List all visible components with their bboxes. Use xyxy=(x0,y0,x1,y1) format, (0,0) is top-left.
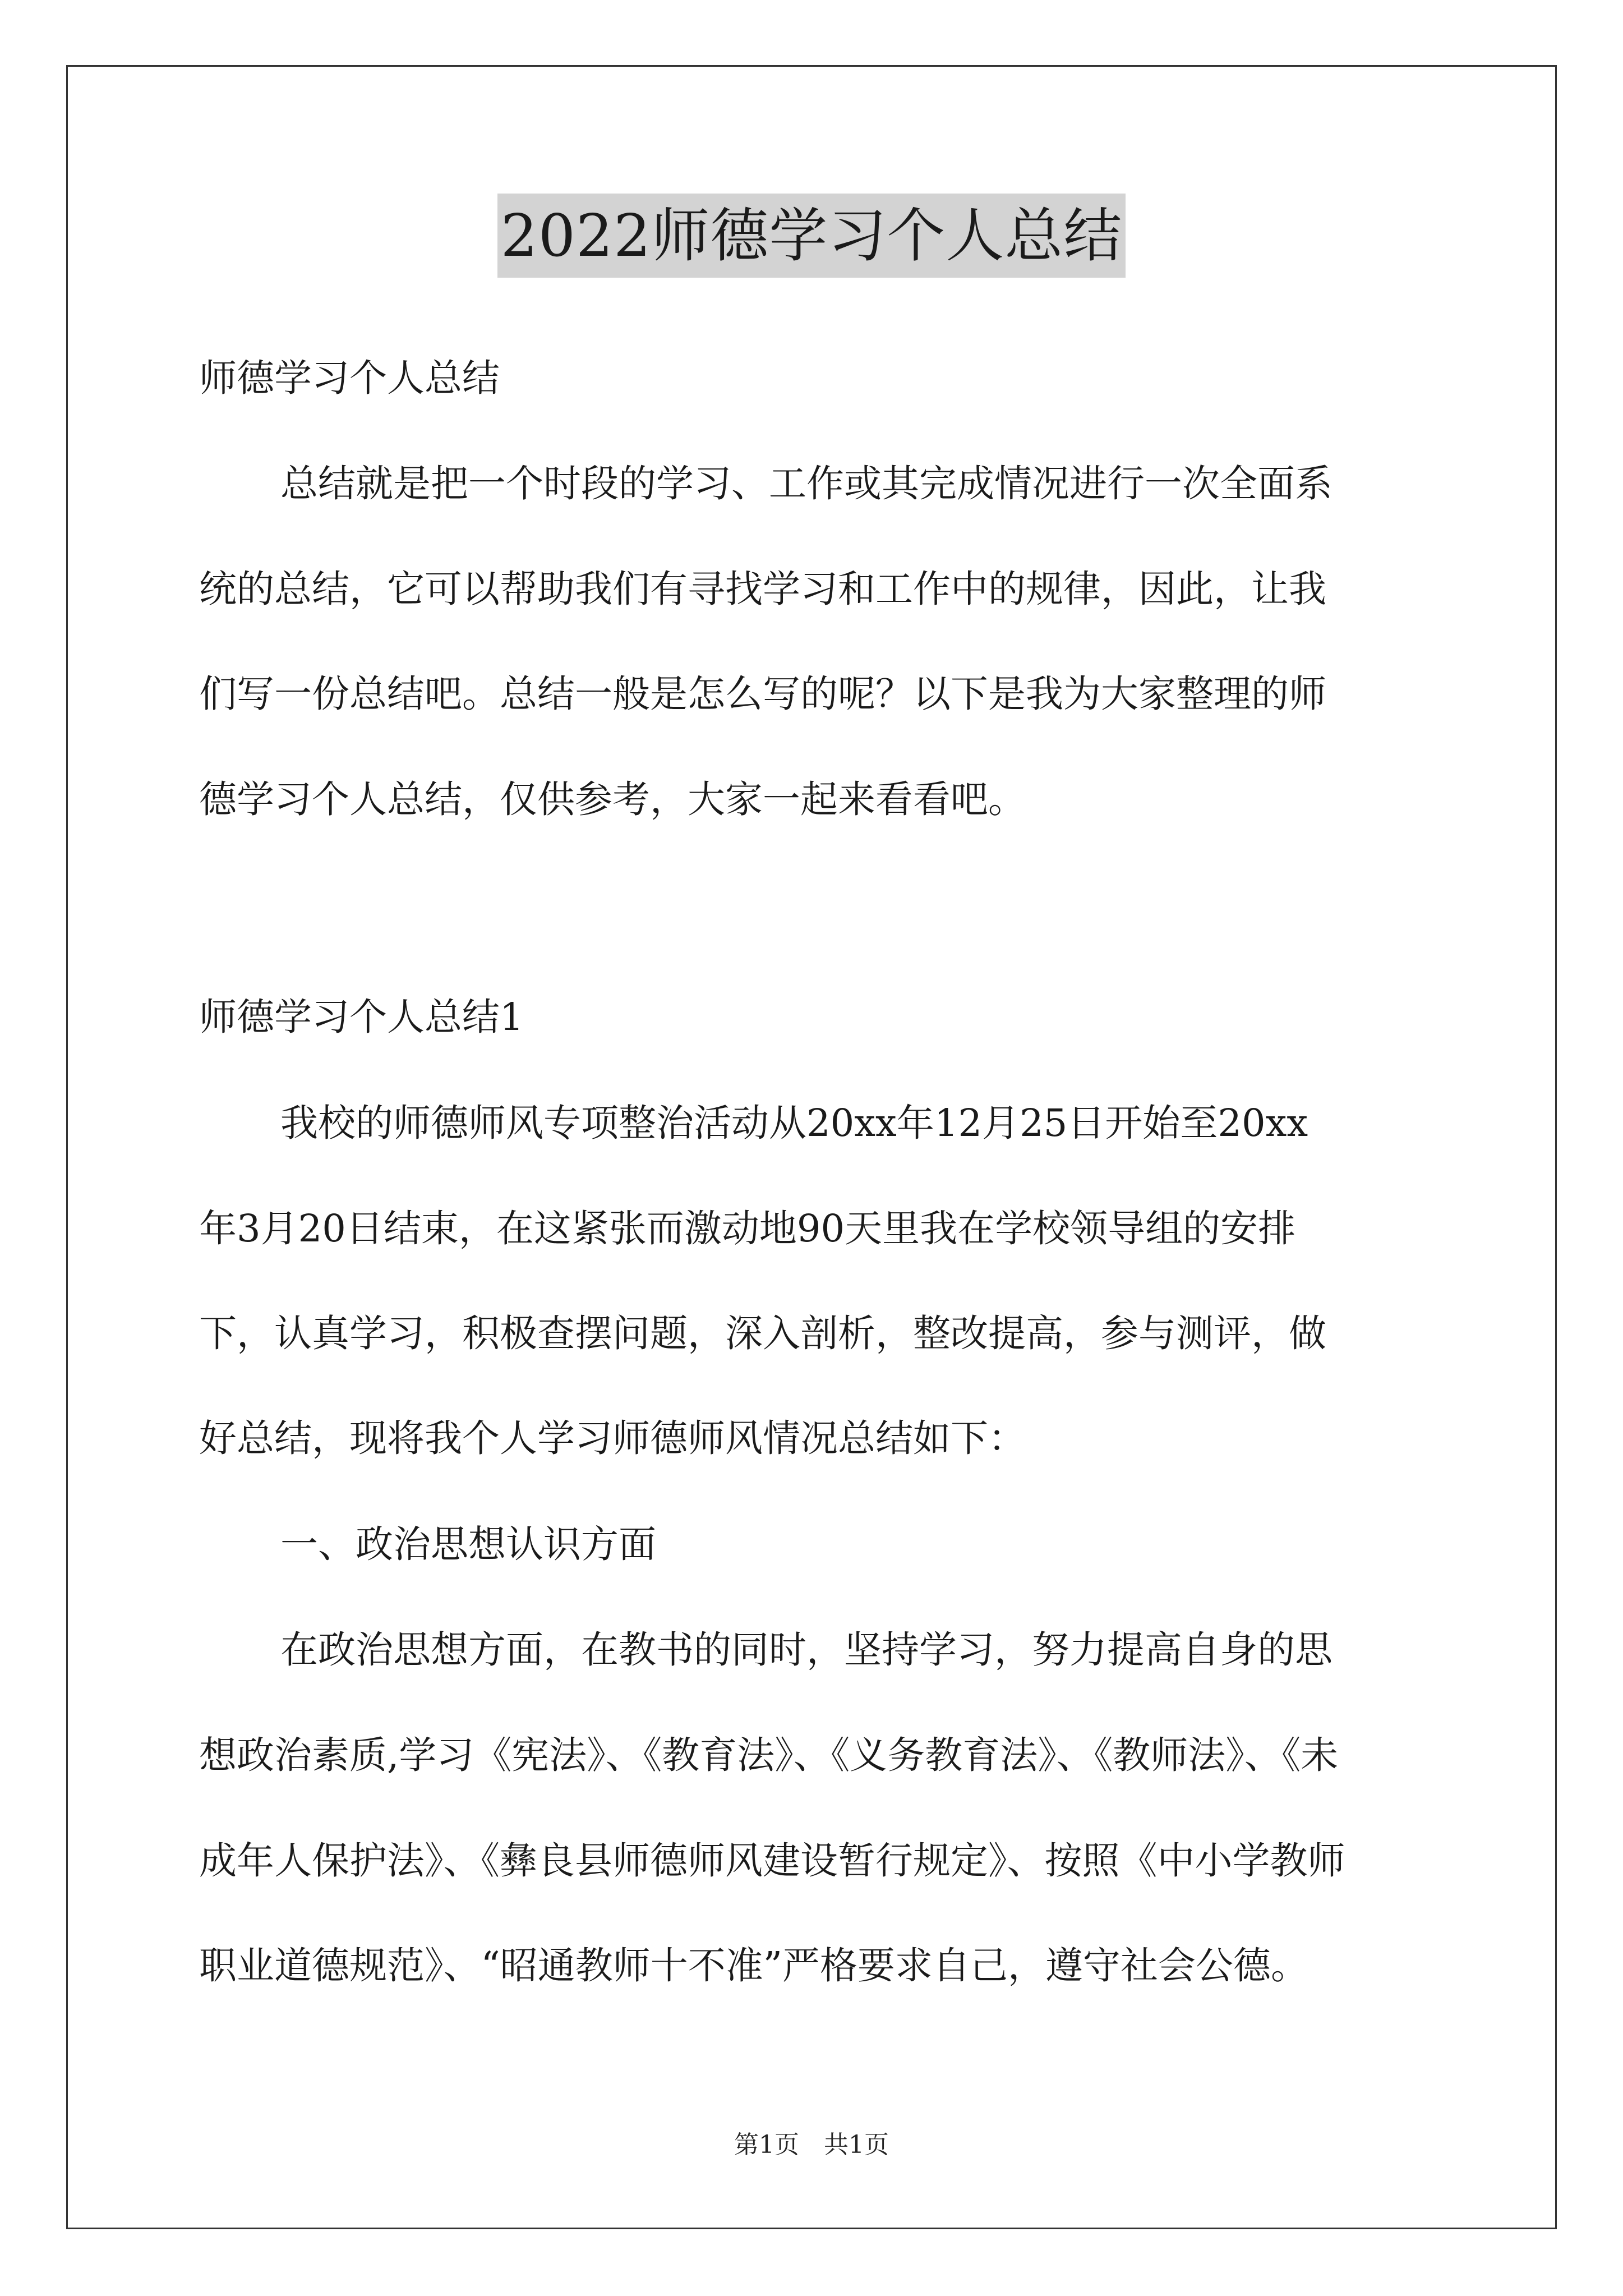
section-heading: 师德学习个人总结 xyxy=(199,356,500,400)
paragraph-line: 们写一份总结吧。总结一般是怎么写的呢？以下是我为大家整理的师 xyxy=(199,672,1326,716)
paragraph-line: 在政治思想方面，在教书的同时，坚持学习，努力提高自身的思 xyxy=(280,1628,1332,1672)
paragraph-line: 我校的师德师风专项整治活动从20xx年12月25日开始至20xx xyxy=(280,1101,1308,1145)
paragraph-line: 总结就是把一个时段的学习、工作或其完成情况进行一次全面系 xyxy=(280,462,1332,505)
paragraph-line: 成年人保护法》、《彝良县师德师风建设暂行规定》、按照《中小学教师 xyxy=(199,1839,1345,1883)
paragraph-line: 统的总结，它可以帮助我们有寻找学习和工作中的规律，因此，让我 xyxy=(199,567,1326,611)
document-title: 2022师德学习个人总结 xyxy=(497,194,1126,278)
paragraph-line: 想政治素质,学习《宪法》、《教育法》、《义务教育法》、《教师法》、《未 xyxy=(199,1733,1339,1777)
paragraph-line: 下，认真学习，积极查摆问题，深入剖析，整改提高，参与测评，做 xyxy=(199,1312,1326,1355)
section-heading: 师德学习个人总结1 xyxy=(199,995,524,1039)
page-footer: 第1页 共1页 xyxy=(734,2131,889,2159)
paragraph-line: 职业道德规范》、“昭通教师十不准”严格要求自己，遵守社会公德。 xyxy=(199,1944,1309,1987)
paragraph-line: 好总结，现将我个人学习师德师风情况总结如下： xyxy=(199,1416,1026,1460)
title-container xyxy=(0,194,1623,278)
subsection-heading: 一、政治思想认识方面 xyxy=(280,1522,656,1566)
paragraph-line: 年3月20日结束，在这紧张而激动地90天里我在学校领导组的安排 xyxy=(199,1207,1296,1250)
paragraph-line: 德学习个人总结，仅供参考，大家一起来看看吧。 xyxy=(199,777,1026,821)
